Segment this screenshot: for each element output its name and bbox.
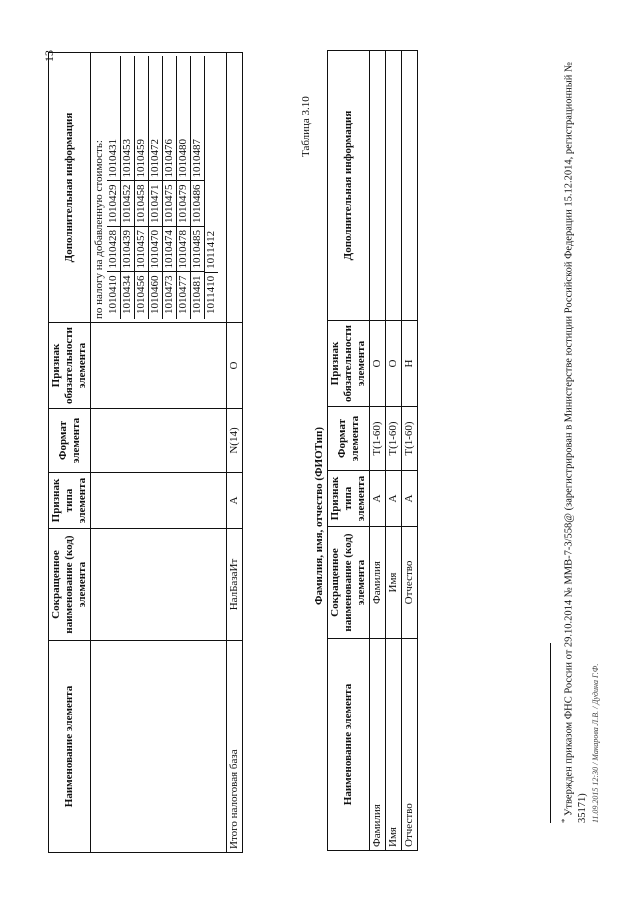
table-row xyxy=(370,51,386,851)
code-value: 1010452 xyxy=(121,181,134,227)
header-name: Наименование элемента xyxy=(49,641,91,853)
code-value: 1010473 xyxy=(163,272,176,318)
code-row xyxy=(177,56,191,319)
cell-code: Отчество xyxy=(402,527,418,639)
cell-format xyxy=(91,409,227,473)
cell-required: О xyxy=(386,321,402,407)
code-value: 1010453 xyxy=(121,139,133,178)
table-caption: Таблица 3.10 xyxy=(300,96,312,157)
header-format: Формат элемента xyxy=(328,407,370,471)
code-row xyxy=(163,56,177,319)
cell-format: T(1-60) xyxy=(370,407,386,471)
code-row xyxy=(191,56,205,319)
cell-name: Имя xyxy=(386,639,402,851)
code-value: 1011410 xyxy=(205,272,218,317)
cell-required: Н xyxy=(402,321,418,407)
footnote-text: Утвержден приказом ФНС России от 29.10.2014 № ММВ-7-3/558@ (зарегистрирован в Министерстве юстиции Российской Федерации 15.12.2014, регистрационный № 35171) xyxy=(563,61,588,823)
header-extra: Дополнительная информация xyxy=(328,51,370,321)
cell-extra xyxy=(402,51,418,321)
code-value: 1010476 xyxy=(163,139,175,178)
cell-format: T(1-60) xyxy=(386,407,402,471)
cell-type: А xyxy=(370,471,386,527)
code-value: 1010475 xyxy=(163,181,176,227)
cell-name: Фамилия xyxy=(370,639,386,851)
cell-type xyxy=(91,473,227,529)
code-row xyxy=(121,56,135,319)
cell-name: Отчество xyxy=(402,639,418,851)
code-value: 1010487 xyxy=(191,139,203,178)
header-type: Признак типа элемента xyxy=(328,471,370,527)
code-row xyxy=(149,56,163,319)
code-value: 1010485 xyxy=(191,226,204,272)
elements-table-fio xyxy=(327,50,418,851)
header-required: Признак обязательности элемента xyxy=(328,321,370,407)
footnote-marker: * xyxy=(559,818,569,823)
table-row xyxy=(386,51,402,851)
footnote-separator xyxy=(550,643,551,823)
code-value: 1010429 xyxy=(107,181,120,227)
table-row xyxy=(402,51,418,851)
cell-format: N(14) xyxy=(227,409,243,473)
cell-type: А xyxy=(227,473,243,529)
code-value: 1011412 xyxy=(205,230,217,269)
header-name: Наименование элемента xyxy=(328,639,370,851)
cell-type: А xyxy=(386,471,402,527)
cell-format: T(1-60) xyxy=(402,407,418,471)
cell-type: А xyxy=(402,471,418,527)
cell-extra xyxy=(370,51,386,321)
extra-intro: по налогу на добавленную стоимость: xyxy=(93,140,105,319)
cell-name: Итого налоговая база xyxy=(227,641,243,853)
code-value: 1010428 xyxy=(107,226,120,272)
code-value: 1010458 xyxy=(135,181,148,227)
handwritten-note: 11.09.2015 12:30 / Макарова Л.В. / Дудина Г.Ф. xyxy=(590,663,600,823)
code-value: 1010480 xyxy=(177,139,189,178)
code-value: 1010471 xyxy=(149,181,162,227)
code-value: 1010474 xyxy=(163,226,176,272)
page-number: 13 xyxy=(42,50,56,62)
cell-code xyxy=(91,529,227,641)
cell-extra xyxy=(91,53,227,323)
code-value: 1010410 xyxy=(107,272,120,318)
header-code: Сокращенное наименование (код) элемента xyxy=(328,527,370,639)
code-value: 1010477 xyxy=(177,272,190,318)
code-value: 1010481 xyxy=(191,272,204,318)
header-type: Признак типа элемента xyxy=(49,473,91,529)
table-row xyxy=(91,53,227,853)
table-header-row xyxy=(49,53,91,853)
cell-required xyxy=(91,323,227,409)
code-row xyxy=(135,56,149,319)
header-extra: Дополнительная информация xyxy=(49,53,91,323)
code-row xyxy=(107,56,121,319)
table-title: Фамилия, имя, отчество (ФИОТип) xyxy=(313,426,325,605)
code-value: 1010457 xyxy=(135,226,148,272)
table-header-row xyxy=(328,51,370,851)
header-required: Признак обязательности элемента xyxy=(49,323,91,409)
cell-extra xyxy=(227,53,243,323)
elements-table-vat xyxy=(48,52,243,853)
code-value: 1010479 xyxy=(177,181,190,227)
code-list xyxy=(107,56,218,319)
cell-required: О xyxy=(227,323,243,409)
cell-extra xyxy=(386,51,402,321)
code-value: 1010434 xyxy=(121,272,134,318)
code-value: 1010478 xyxy=(177,226,190,272)
code-value: 1010460 xyxy=(149,272,162,318)
cell-required: О xyxy=(370,321,386,407)
cell-name xyxy=(91,641,227,853)
header-format: Формат элемента xyxy=(49,409,91,473)
code-value: 1010472 xyxy=(149,139,161,178)
cell-code: НалБазаИт xyxy=(227,529,243,641)
header-code: Сокращенное наименование (код) элемента xyxy=(49,529,91,641)
footnote-body xyxy=(558,33,589,823)
cell-code: Фамилия xyxy=(370,527,386,639)
code-row xyxy=(205,56,218,319)
footnote xyxy=(558,33,602,823)
code-value: 1010470 xyxy=(149,226,162,272)
code-value: 1010459 xyxy=(135,139,147,178)
code-value: 1010431 xyxy=(107,139,119,178)
code-value: 1010486 xyxy=(191,181,204,227)
cell-code: Имя xyxy=(386,527,402,639)
code-value: 1010439 xyxy=(121,226,134,272)
table-row xyxy=(227,53,243,853)
code-value: 1010456 xyxy=(135,272,148,318)
